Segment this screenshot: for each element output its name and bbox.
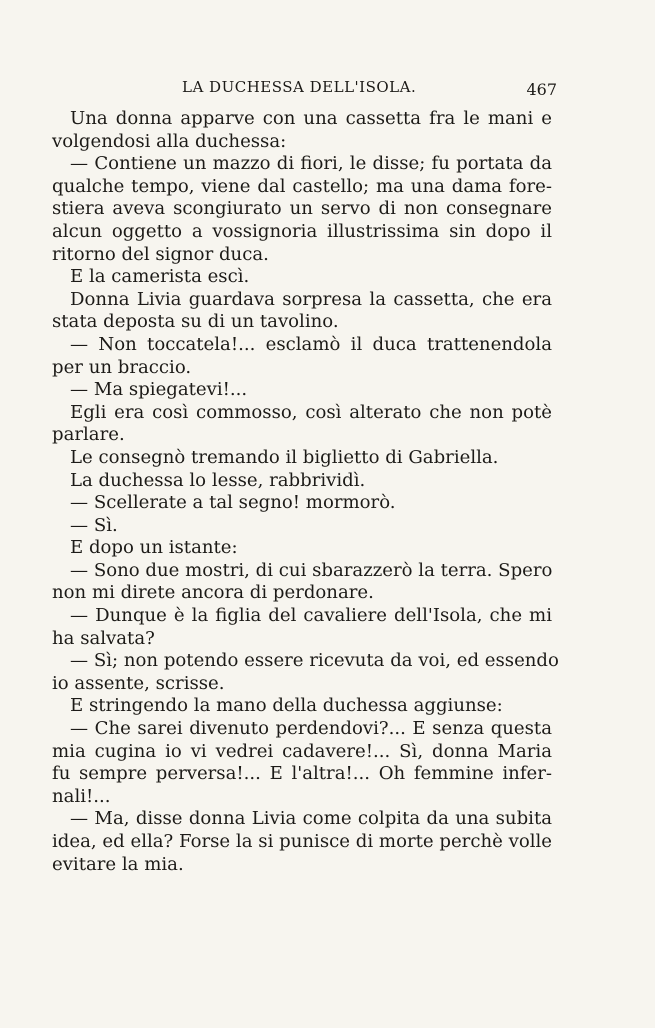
text-line: — Contiene un mazzo di fiori, le disse; fu portata da	[70, 153, 552, 175]
text-line: — Sì.	[70, 514, 118, 536]
text-line: ritorno del signor duca.	[52, 243, 269, 265]
text-line: mia cugina io vi vedrei cadavere!... Sì, donna Maria	[52, 740, 552, 762]
text-line: — Dunque è la figlia del cavaliere dell'Isola, che mi	[70, 605, 552, 627]
text-line: — Non toccatela!... esclamò il duca trattenendola	[70, 333, 552, 355]
text-line: — Ma, disse donna Livia come colpita da una subita	[70, 808, 552, 830]
page-number: 467	[526, 80, 557, 99]
text-line: — Che sarei divenuto perdendovi?... E senza questa	[70, 718, 552, 740]
text-line: parlare.	[52, 424, 125, 446]
text-line: alcun oggetto a vossignoria illustrissima sin dopo il	[52, 220, 552, 242]
text-line: — Scellerate a tal segno! mormorò.	[70, 492, 396, 514]
text-line: nali!...	[52, 785, 111, 807]
text-line: non mi direte ancora di perdonare.	[52, 582, 374, 604]
text-line: La duchessa lo lesse, rabbrividì.	[70, 469, 366, 491]
text-line: Egli era così commosso, così alterato che non potè	[70, 401, 552, 423]
text-line: — Ma spiegatevi!...	[70, 379, 248, 401]
text-line: Donna Livia guardava sorpresa la cassetta, che era	[70, 288, 552, 310]
running-title: LA DUCHESSA DELL'ISOLA.	[182, 78, 417, 96]
text-line: qualche tempo, viene dal castello; ma una dama fore-	[52, 175, 552, 197]
text-line: — Sì; non potendo essere ricevuta da voi, ed essendo	[70, 650, 559, 672]
text-line: ha salvata?	[52, 627, 155, 649]
text-line: volgendosi alla duchessa:	[52, 130, 287, 152]
text-line: stiera aveva scongiurato un servo di non consegnare	[52, 198, 552, 220]
text-line: stata deposta su di un tavolino.	[52, 311, 339, 333]
body-text	[52, 108, 559, 876]
text-line: — Sono due mostri, di cui sbarazzerò la terra. Spero	[70, 559, 553, 581]
page-header	[52, 78, 557, 102]
text-line: evitare la mia.	[52, 853, 184, 875]
text-line: E stringendo la mano della duchessa aggiunse:	[70, 695, 503, 717]
text-line: E la camerista escì.	[70, 266, 250, 288]
text-line: idea, ed ella? Forse la si punisce di morte perchè volle	[52, 831, 552, 852]
text-line: Una donna apparve con una cassetta fra le mani e	[70, 108, 552, 129]
text-line: fu sempre perversa!... E l'altra!... Oh femmine infer-	[52, 763, 552, 785]
text-line: io assente, scrisse.	[52, 672, 225, 694]
text-line: Le consegnò tremando il biglietto di Gabriella.	[70, 446, 499, 468]
text-line: per un braccio.	[52, 356, 192, 378]
text-line: E dopo un istante:	[70, 537, 238, 559]
